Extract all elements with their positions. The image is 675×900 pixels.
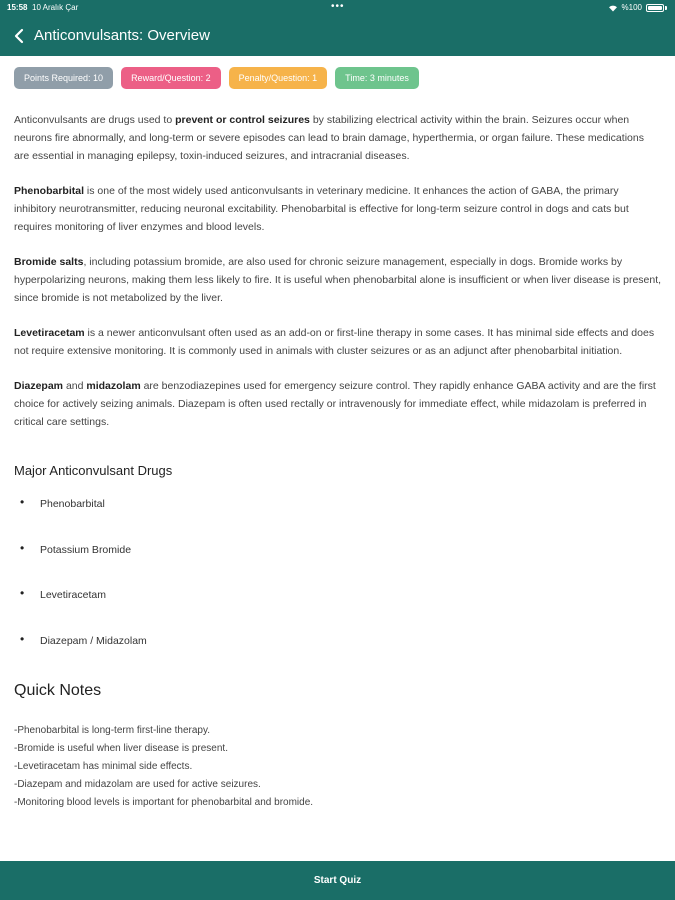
phenobarbital-bold: Phenobarbital xyxy=(14,185,85,197)
quiz-info-badges xyxy=(14,67,419,89)
intro-paragraph xyxy=(14,111,662,165)
midazolam-bold: midazolam xyxy=(86,380,141,392)
overview-content xyxy=(14,111,662,448)
reward-per-question-badge: Reward/Question: 2 xyxy=(121,67,221,89)
note-line: -Diazepam and midazolam are used for active seizures. xyxy=(14,779,261,790)
bullet-icon: • xyxy=(20,540,25,555)
battery-cap xyxy=(665,6,667,10)
intro-text-end: by stabilizing electrical activity within the brain. Seizures occur when neurons fire abnormally, and long-term or severe episodes can lead to brain damage, hyperthermia, or organ failure. These medications are essential in managing epilepsy, toxin-induced seizures, and intracranial diseases. xyxy=(14,114,644,162)
bullet-icon: • xyxy=(20,586,25,600)
note-line: -Bromide is useful when liver disease is present. xyxy=(14,743,228,754)
status-time: 15:58 xyxy=(7,3,28,12)
list-item xyxy=(20,586,420,632)
points-required-badge: Points Required: 10 xyxy=(14,67,113,89)
back-arrow-icon[interactable] xyxy=(12,27,26,45)
drug-label: Levetiracetam xyxy=(40,589,106,601)
note-line: -Phenobarbital is long-term first-line therapy. xyxy=(14,725,211,736)
note-line: -Levetiracetam has minimal side effects. xyxy=(14,761,193,772)
intro-bold: prevent or control seizures xyxy=(175,114,310,126)
status-right xyxy=(608,3,667,12)
status-date: 10 Aralık Çar xyxy=(32,3,79,12)
levetiracetam-text: is a newer anticonvulsant often used as an add-on or first-line therapy in some cases. It has minimal side effects and does not require extensive monitoring. It is commonly used in animals with cluster seizures or as an adjunct after phenobarbital initiation. xyxy=(14,327,655,357)
multitask-dots-icon[interactable]: ••• xyxy=(331,1,345,12)
penalty-per-question-badge: Penalty/Question: 1 xyxy=(229,67,328,89)
drug-label: Potassium Bromide xyxy=(40,543,132,556)
note-line: -Monitoring blood levels is important for phenobarbital and bromide. xyxy=(14,797,314,808)
phenobarbital-paragraph xyxy=(14,182,662,236)
list-item xyxy=(20,632,420,678)
drug-label: Diazepam / Midazolam xyxy=(40,634,147,647)
phenobarbital-text: is one of the most widely used anticonvulsants in veterinary medicine. It enhances the action of GABA, the primary inhibitory neurotransmitter, reducing neuronal excitability. Phenobarbital is effective for long-term seizure control in dogs and cats but requires monitoring of liver enzymes and blood levels. xyxy=(14,185,629,233)
wifi-icon xyxy=(608,4,618,12)
levetiracetam-bold: Levetiracetam xyxy=(14,327,85,339)
quick-notes-heading: Quick Notes xyxy=(14,682,102,699)
start-quiz-button[interactable]: Start Quiz xyxy=(0,861,675,900)
quick-notes-list xyxy=(14,722,654,812)
drug-label: Phenobarbital xyxy=(40,498,105,510)
page-title: Anticonvulsants: Overview xyxy=(34,27,210,44)
bromide-bold: Bromide salts xyxy=(14,256,84,268)
major-drugs-heading: Major Anticonvulsant Drugs xyxy=(14,463,173,478)
levetiracetam-paragraph xyxy=(14,324,662,360)
bullet-icon: • xyxy=(20,631,25,646)
diazepam-paragraph xyxy=(14,377,662,431)
intro-text-start: Anticonvulsants are drugs used to xyxy=(14,114,176,126)
diazepam-text: are benzodiazepines used for emergency seizure control. They rapidly enhance GABA activity and are the first choice for actively seizing animals. Diazepam is often used rectally or intravenously for immediate effect, while midazolam is preferred in critical care settings. xyxy=(14,380,656,428)
list-item xyxy=(20,495,420,541)
status-bar xyxy=(0,0,675,16)
diazepam-and: and xyxy=(63,380,87,392)
battery-percent: %100 xyxy=(621,3,642,12)
time-limit-badge: Time: 3 minutes xyxy=(335,67,419,89)
battery-icon xyxy=(646,4,664,12)
bromide-paragraph xyxy=(14,253,662,307)
bullet-icon: • xyxy=(20,495,25,509)
major-drugs-list xyxy=(20,495,420,677)
bromide-text: , including potassium bromide, are also used for chronic seizure management, especially in dogs. Bromide works by hyperpolarizing neurons, making them less likely to fire. It is useful when phenobarbital alone is insufficient or when liver disease is present, since bromide is not metabolized by the liver. xyxy=(14,256,662,304)
list-item xyxy=(20,541,420,587)
app-bar xyxy=(0,16,675,56)
diazepam-bold: Diazepam xyxy=(14,380,64,392)
